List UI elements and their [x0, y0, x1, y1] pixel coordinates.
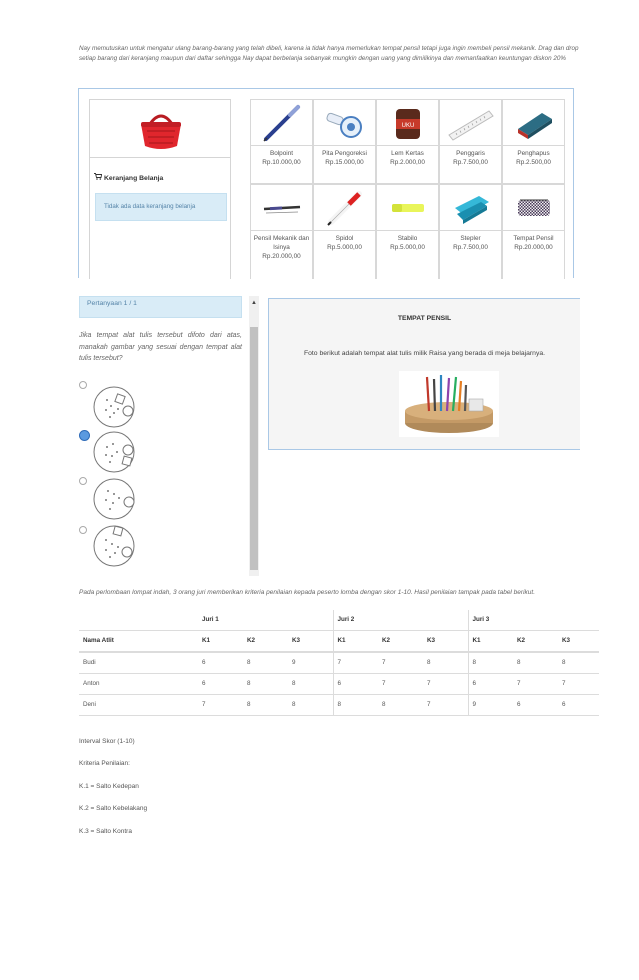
product-price: Rp.5.000,00: [327, 244, 362, 251]
option-figure-a: [92, 384, 138, 430]
score-cell: 7: [378, 673, 423, 694]
ruler-icon: [447, 103, 495, 143]
criteria-header: K3: [423, 630, 468, 652]
score-cell: 6: [558, 694, 599, 715]
product-price: Rp.15.000,00: [325, 159, 364, 166]
scroll-thumb[interactable]: [250, 327, 258, 570]
score-cell: 8: [333, 694, 378, 715]
score-cell: 7: [513, 673, 558, 694]
highlighter-icon: [386, 188, 430, 228]
option-figure-c: [92, 476, 138, 522]
product-item[interactable]: [376, 184, 439, 279]
product-item[interactable]: [313, 99, 376, 184]
product-price: Rp.20.000,00: [514, 244, 553, 251]
product-name: Penghapus: [517, 150, 550, 157]
score-cell: 6: [198, 652, 243, 673]
intro-text: Nay memutuskan untuk mengatur ulang barang-barang yang telah dibeli, karena ia tidak hanya memerlukan tempat pensil tetapi juga ingin membeli pensil mekanik. Drag dan drop setiap barang dari keranjang maupun dari daftar sehingga Nay dapat berbelanja sebanyak mungkin dengan uang yang dimilikinya dan memanfaatkan keuntungan diskon 20%: [79, 45, 579, 62]
score-cell: 8: [243, 673, 288, 694]
score-cell: 7: [198, 694, 243, 715]
score-cell: 8: [468, 652, 513, 673]
table-row: [79, 652, 599, 673]
athlete-name: Deni: [79, 694, 198, 715]
question-text: Jika tempat alat tulis tersebut difoto dari atas, manakah gambar yang sesuai dengan tempat alat tulis tersebut?: [79, 332, 242, 362]
competition-intro: Pada perlombaan lompat indah, 3 orang juri memberikan kriteria penilaian kepada peserto lomba dengan skor 1-10. Hasil penilaian tampak pada tabel berikut.: [79, 589, 535, 596]
divider: [90, 157, 230, 158]
athlete-name: Anton: [79, 673, 198, 694]
product-item[interactable]: [502, 184, 565, 279]
shopping-cart[interactable]: [89, 99, 231, 279]
table-row: [79, 694, 599, 715]
option-radio-a[interactable]: [79, 381, 87, 389]
cart-title: [94, 173, 163, 182]
marker-icon: [323, 188, 367, 228]
product-item[interactable]: [250, 99, 313, 184]
stimulus-panel: [268, 298, 580, 450]
score-cell: 8: [513, 652, 558, 673]
judge-header: Juri 1: [202, 616, 219, 624]
criteria-header: K1: [468, 630, 513, 652]
criteria-header: K2: [243, 630, 288, 652]
criteria-header: K3: [558, 630, 599, 652]
scroll-up-icon[interactable]: ▲: [251, 300, 257, 306]
glue-icon: [386, 103, 430, 143]
score-cell: 7: [423, 673, 468, 694]
stapler-icon: [449, 188, 493, 228]
criteria-item: K.2 = Salto Kebelakang: [79, 805, 148, 812]
correction-tape-icon: [323, 103, 367, 143]
product-name: Lem Kertas: [391, 150, 424, 157]
criteria-header: K2: [513, 630, 558, 652]
product-item[interactable]: [439, 99, 502, 184]
eraser-icon: [512, 103, 556, 143]
product-price: Rp.2.000,00: [390, 159, 425, 166]
product-item[interactable]: [313, 184, 376, 279]
product-price: Rp.10.000,00: [262, 159, 301, 166]
score-cell: 9: [468, 694, 513, 715]
score-cell: 6: [513, 694, 558, 715]
score-cell: 6: [468, 673, 513, 694]
product-name: Pita Pengoreksi: [322, 150, 367, 157]
shop-panel: [78, 88, 574, 278]
product-name: Tempat Pensil: [513, 235, 554, 242]
score-cell: 6: [333, 673, 378, 694]
score-cell: 7: [558, 673, 599, 694]
basket-icon: [136, 106, 186, 154]
table-row: [79, 673, 599, 694]
product-price: Rp.5.000,00: [390, 244, 425, 251]
score-cell: 8: [288, 673, 333, 694]
criteria-header: K1: [333, 630, 378, 652]
stimulus-text: Foto berikut adalah tempat alat tulis milik Raisa yang berada di meja belajarnya.: [303, 350, 546, 357]
score-cell: 7: [423, 694, 468, 715]
product-name: Penggaris: [456, 150, 485, 157]
cart-icon: [94, 173, 102, 180]
pencil-case-icon: [512, 188, 556, 228]
score-interval: Interval Skor (1-10): [79, 738, 135, 745]
product-item[interactable]: [439, 184, 502, 279]
score-table: [79, 610, 599, 716]
ballpoint-icon: [260, 103, 304, 143]
criteria-item: K.1 = Salto Kedepan: [79, 783, 139, 790]
product-name: Stepler: [460, 235, 481, 242]
criteria-title: Kriteria Penilaian:: [79, 760, 130, 767]
score-cell: 7: [378, 652, 423, 673]
criteria-item: K.3 = Salto Kontra: [79, 828, 132, 835]
judge-header: Juri 2: [333, 610, 468, 630]
score-cell: 7: [333, 652, 378, 673]
score-cell: 8: [243, 652, 288, 673]
option-figure-d: [92, 523, 138, 569]
stimulus-title: TEMPAT PENSIL: [397, 315, 452, 322]
product-item[interactable]: [250, 184, 313, 279]
pencil-holder-photo: [399, 371, 499, 437]
option-radio-c[interactable]: [79, 477, 87, 485]
criteria-header: K1: [198, 630, 243, 652]
option-radio-b[interactable]: [79, 430, 90, 441]
score-cell: 8: [243, 694, 288, 715]
product-name: Pensil Mekanik dan Isinya: [253, 235, 310, 251]
product-price: Rp.7.500,00: [453, 244, 488, 251]
scrollbar[interactable]: [249, 296, 259, 576]
product-item[interactable]: [502, 99, 565, 184]
score-cell: 8: [558, 652, 599, 673]
product-price: Rp.2.500,00: [516, 159, 551, 166]
score-cell: 8: [288, 694, 333, 715]
option-radio-d[interactable]: [79, 526, 87, 534]
score-cell: 9: [288, 652, 333, 673]
score-cell: 8: [423, 652, 468, 673]
product-price: Rp.20.000,00: [262, 253, 301, 260]
judge-header: Juri 3: [468, 610, 599, 630]
athlete-header: Nama Atlit: [79, 630, 198, 652]
product-price: Rp.7.500,00: [453, 159, 488, 166]
svg-text:UKU: UKU: [401, 122, 414, 129]
score-cell: 6: [198, 673, 243, 694]
criteria-header: K3: [288, 630, 333, 652]
cart-empty-message: Tidak ada data keranjang belanja: [95, 193, 227, 221]
athlete-name: Budi: [79, 652, 198, 673]
product-item[interactable]: [376, 99, 439, 184]
option-figure-b: [92, 429, 138, 475]
question-header: Pertanyaan 1 / 1: [79, 296, 242, 318]
product-name: Bolpoint: [269, 150, 294, 157]
criteria-header: K2: [378, 630, 423, 652]
product-name: Stabilo: [397, 235, 418, 242]
cart-title-label: Keranjang Belanja: [104, 175, 164, 182]
product-name: Spidol: [335, 235, 354, 242]
score-cell: 8: [378, 694, 423, 715]
mechanical-pencil-icon: [260, 188, 304, 228]
